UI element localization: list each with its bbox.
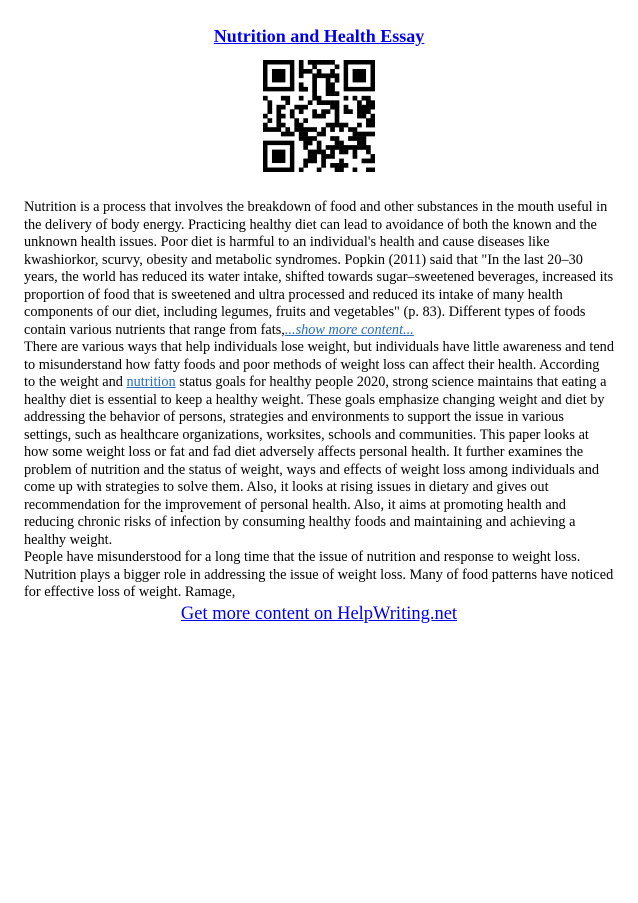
paragraph-1 <box>24 199 614 339</box>
paragraph-2-text-end: status goals for healthy people 2020, strong science maintains that eating a healthy diet is essential to keep a healthy weight. These goals emphasize changing weight and diet by addressing the behavior of persons, strategies and environments to support the issue in various settings, such as healthcare organizations, worksites, schools and communities. This paper looks at how some weight loss or fat and fad diet adversely affects personal health. It further examines the problem of nutrition and the status of weight, ways and effects of weight loss among individuals and come up with strategies to solve them. Also, it looks at rising issues in dietary and gives out recommendation for the improvement of personal health. Also, it aims at promoting health and reducing chronic risks of infection by consuming healthy foods and maintaining and achieving a healthy weight. <box>24 374 607 548</box>
paragraph-2-text-start: There are various ways that help individuals lose weight, but individuals have little awareness and tend to misunderstand how fatty foods and poor methods of weight loss can affect their health. According to the weight and <box>24 339 614 390</box>
nutrition-link[interactable]: nutrition <box>126 374 176 390</box>
title-link[interactable]: Nutrition and Health Essay <box>213 26 425 46</box>
paragraph-3 <box>24 549 614 602</box>
paragraph-3-text: People have misunderstood for a long time that the issue of nutrition and response to weight loss. Nutrition plays a bigger role in addressing the issue of weight loss. Many of food patterns have noticed for effective loss of weight. Ramage, <box>24 549 614 600</box>
show-more-link[interactable]: ...show more content... <box>284 321 414 338</box>
paragraph-1-text: Nutrition is a process that involves the breakdown of food and other substances in the mouth useful in the delivery of body energy. Practicing healthy diet can lead to avoidance of both the known and the unknown health issues. Poor diet is harmful to an individual's health and cause diseases like kwashiorkor, scurvy, obesity and metabolic syndromes. Popkin (2011) said that "In the last 20–30 years, the world has reduced its water intake, shifted towards sugar–sweetened beverages, increased its proportion of food that is sweetened and ultra processed and reduced its intake of many health components of our diet, including legumes, fruits and vegetables" (p. 83). Different types of foods contain various nutrients that range from fats, <box>24 199 614 338</box>
paragraph-2 <box>24 339 614 549</box>
footer <box>0 603 638 625</box>
qr-code-icon <box>263 60 375 172</box>
get-more-content-link[interactable]: Get more content on HelpWriting.net <box>180 604 458 624</box>
page-title <box>0 25 638 47</box>
essay-body <box>24 199 614 602</box>
